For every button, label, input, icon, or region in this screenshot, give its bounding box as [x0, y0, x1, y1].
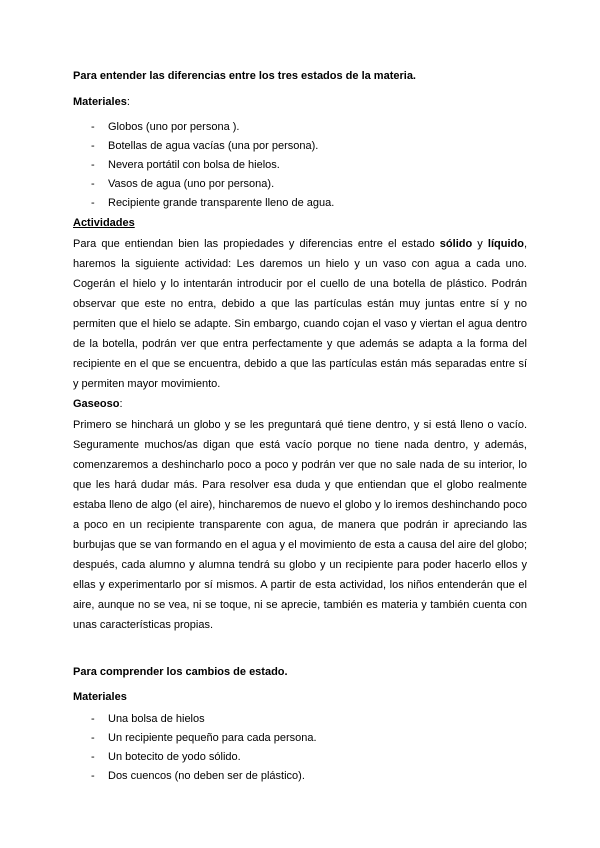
list-item	[73, 748, 527, 767]
gaseoso-colon: :	[119, 398, 123, 410]
list-item	[73, 729, 527, 748]
bullet-dash: -	[91, 732, 95, 744]
bullet-dash: -	[91, 713, 95, 725]
section2-title: Para comprender los cambios de estado.	[73, 666, 288, 678]
list-item	[73, 710, 527, 729]
bullet-dash: -	[91, 197, 95, 209]
list-item-text: Vasos de agua (uno por persona).	[108, 178, 275, 190]
activities-heading: Actividades	[73, 217, 135, 229]
list-item-text: Globos (uno por persona ).	[108, 121, 240, 133]
gaseoso-paragraph: Primero se hinchará un globo y se les preguntará qué tiene dentro, y si está lleno o vacío. Seguramente muchos/as digan que está vacío porque no tiene nada dentro, y además, comenzaremos a deshincharlo poco a poco y podrán ver que no sale nada de su interior, lo que les hará dudar más. Para resolver esa duda y que entiendan que el globo realmente estaba lleno de algo (el aire), hincharemos de nuevo el globo y lo iremos deshinchando poco a poco en un recipiente transparente con agua, de manera que podrán ir apreciando las burbujas que se van formando en el agua y el movimiento de esta a causa del aire del globo; después, cada alumno y alumna tendrá su globo y un recipiente para poder hacerlo ellos y ellas y experimentarlo por sí mismos. A partir de esta actividad, los niños entenderán que el aire, aunque no se vea, ni se toque, ni se aprecie, también es materia y también cuenta con unas características propias.	[73, 419, 527, 631]
bullet-dash: -	[91, 751, 95, 763]
text-run: y	[472, 238, 488, 250]
list-item-text: Dos cuencos (no deben ser de plástico).	[108, 770, 305, 782]
list-item-text: Una bolsa de hielos	[108, 713, 205, 725]
bullet-dash: -	[91, 770, 95, 782]
section1-materials-heading	[73, 95, 527, 109]
section1-materials-list	[73, 118, 527, 213]
list-item-text: Nevera portátil con bolsa de hielos.	[108, 159, 280, 171]
bullet-dash: -	[91, 159, 95, 171]
text-run: Para que entiendan bien las propiedades y diferencias entre el estado	[73, 238, 440, 250]
list-item	[73, 137, 527, 156]
bullet-dash: -	[91, 121, 95, 133]
text-run: , haremos la siguiente actividad: Les daremos un hielo y un vaso con agua a cada uno. Cogerán el hielo y lo intentarán introducir por el cuello de una botella de plástico. Podrán observar que este no entra, debido a que las partículas están muy juntas entre sí y no permiten que el hielo se adapte. Sin embargo, cuando cojan el vaso y viertan el agua dentro de la botella, podrán ver que entra perfectamente y que además se adapta a la forma del recipiente en el que se encuentra, debido a que las partículas están más separadas entre sí y permiten mayor movimiento.	[73, 238, 527, 390]
list-item	[73, 156, 527, 175]
document-page	[73, 69, 527, 786]
bold-solido: sólido	[439, 238, 473, 250]
list-item	[73, 175, 527, 194]
list-item-text: Un botecito de yodo sólido.	[108, 751, 241, 763]
section2-materials-heading: Materiales	[73, 691, 127, 703]
list-item	[73, 118, 527, 137]
section2-materials-list	[73, 710, 527, 786]
bullet-dash: -	[91, 140, 95, 152]
bold-liquido: líquido	[487, 238, 524, 250]
activities-paragraph	[73, 234, 527, 394]
materials-label: Materiales	[73, 96, 127, 108]
list-item	[73, 194, 527, 213]
list-item	[73, 767, 527, 786]
bullet-dash: -	[91, 178, 95, 190]
section1-title: Para entender las diferencias entre los tres estados de la materia.	[73, 70, 416, 82]
list-item-text: Recipiente grande transparente lleno de agua.	[108, 197, 335, 209]
list-item-text: Botellas de agua vacías (una por persona).	[108, 140, 319, 152]
gaseoso-heading	[73, 397, 527, 411]
list-item-text: Un recipiente pequeño para cada persona.	[108, 732, 317, 744]
gaseoso-label: Gaseoso	[73, 398, 120, 410]
materials-colon: :	[126, 96, 130, 108]
